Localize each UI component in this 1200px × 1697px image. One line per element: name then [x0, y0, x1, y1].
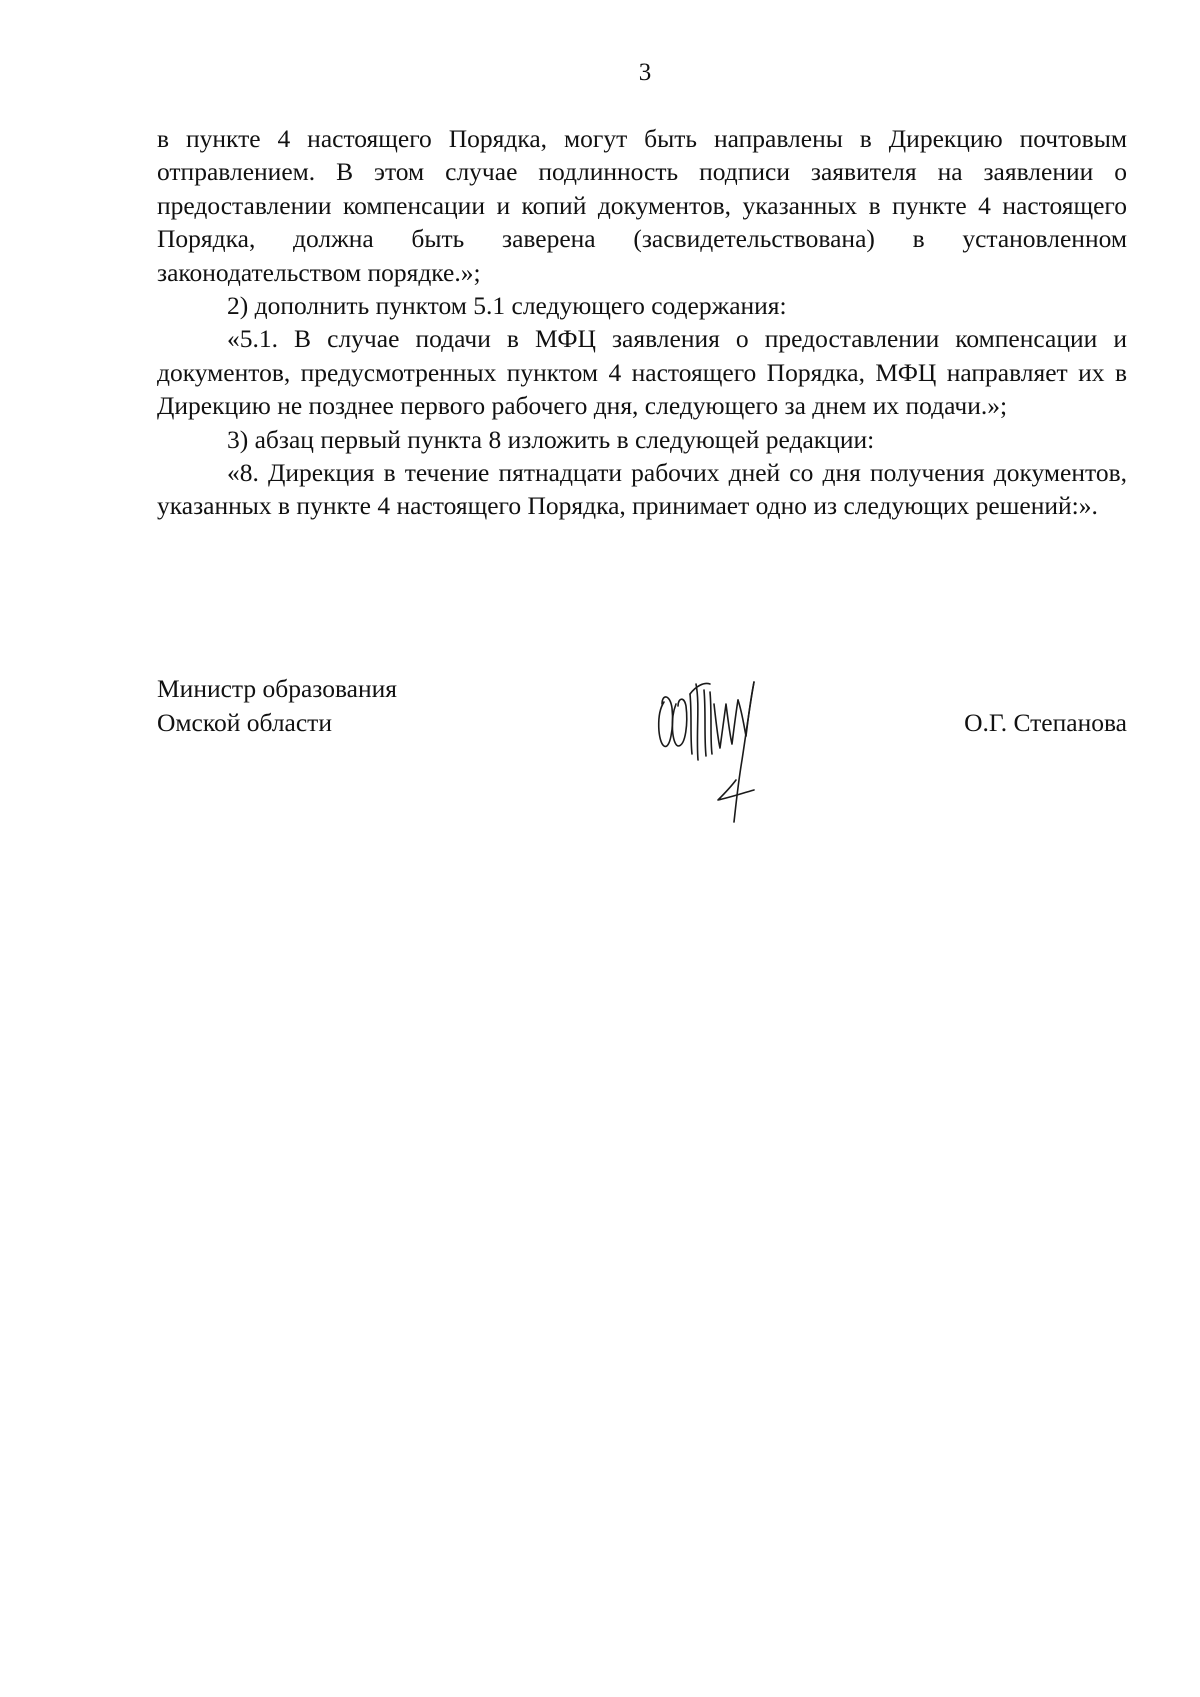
page-number: 3: [638, 59, 652, 86]
handwritten-signature-icon: [650, 664, 800, 824]
paragraph-continuation: в пункте 4 настоящего Порядка, могут быть направлены в Дирекцию почтовым отправлением. В этом случае подлинность подписи заявителя на заявлении о предоставлении компенсации и копий документов, указанных в пункте 4 настоящего Порядка, должна быть заверена (засвидетельствована) в установленном законодательством порядке.»;: [157, 124, 1127, 287]
signatory-name: О.Г. Степанова: [964, 708, 1127, 737]
paragraph-amendment-2: 2) дополнить пунктом 5.1 следующего содержания:: [227, 291, 787, 321]
signature-block: [157, 672, 1127, 822]
signatory-position: [157, 672, 397, 740]
document-body: [157, 122, 1127, 523]
paragraph-amendment-3: 3) абзац первый пункта 8 изложить в следующей редакции:: [227, 424, 875, 454]
paragraph-clause-5-1: «5.1. В случае подачи в МФЦ заявления о предоставлении компенсации и документов, предусмотренных пунктом 4 настоящего Порядка, МФЦ направляет их в Дирекцию не позднее первого рабочего дня, следующего за днем их подачи.»;: [157, 324, 1127, 421]
paragraph-clause-8: «8. Дирекция в течение пятнадцати рабочих дней со дня получения документов, указанных в пункте 4 настоящего Порядка, принимает одно из следующих решений:».: [157, 458, 1127, 521]
signatory-position-line-2: Омской области: [157, 708, 332, 737]
signatory-position-line-1: Министр образования: [157, 674, 398, 703]
